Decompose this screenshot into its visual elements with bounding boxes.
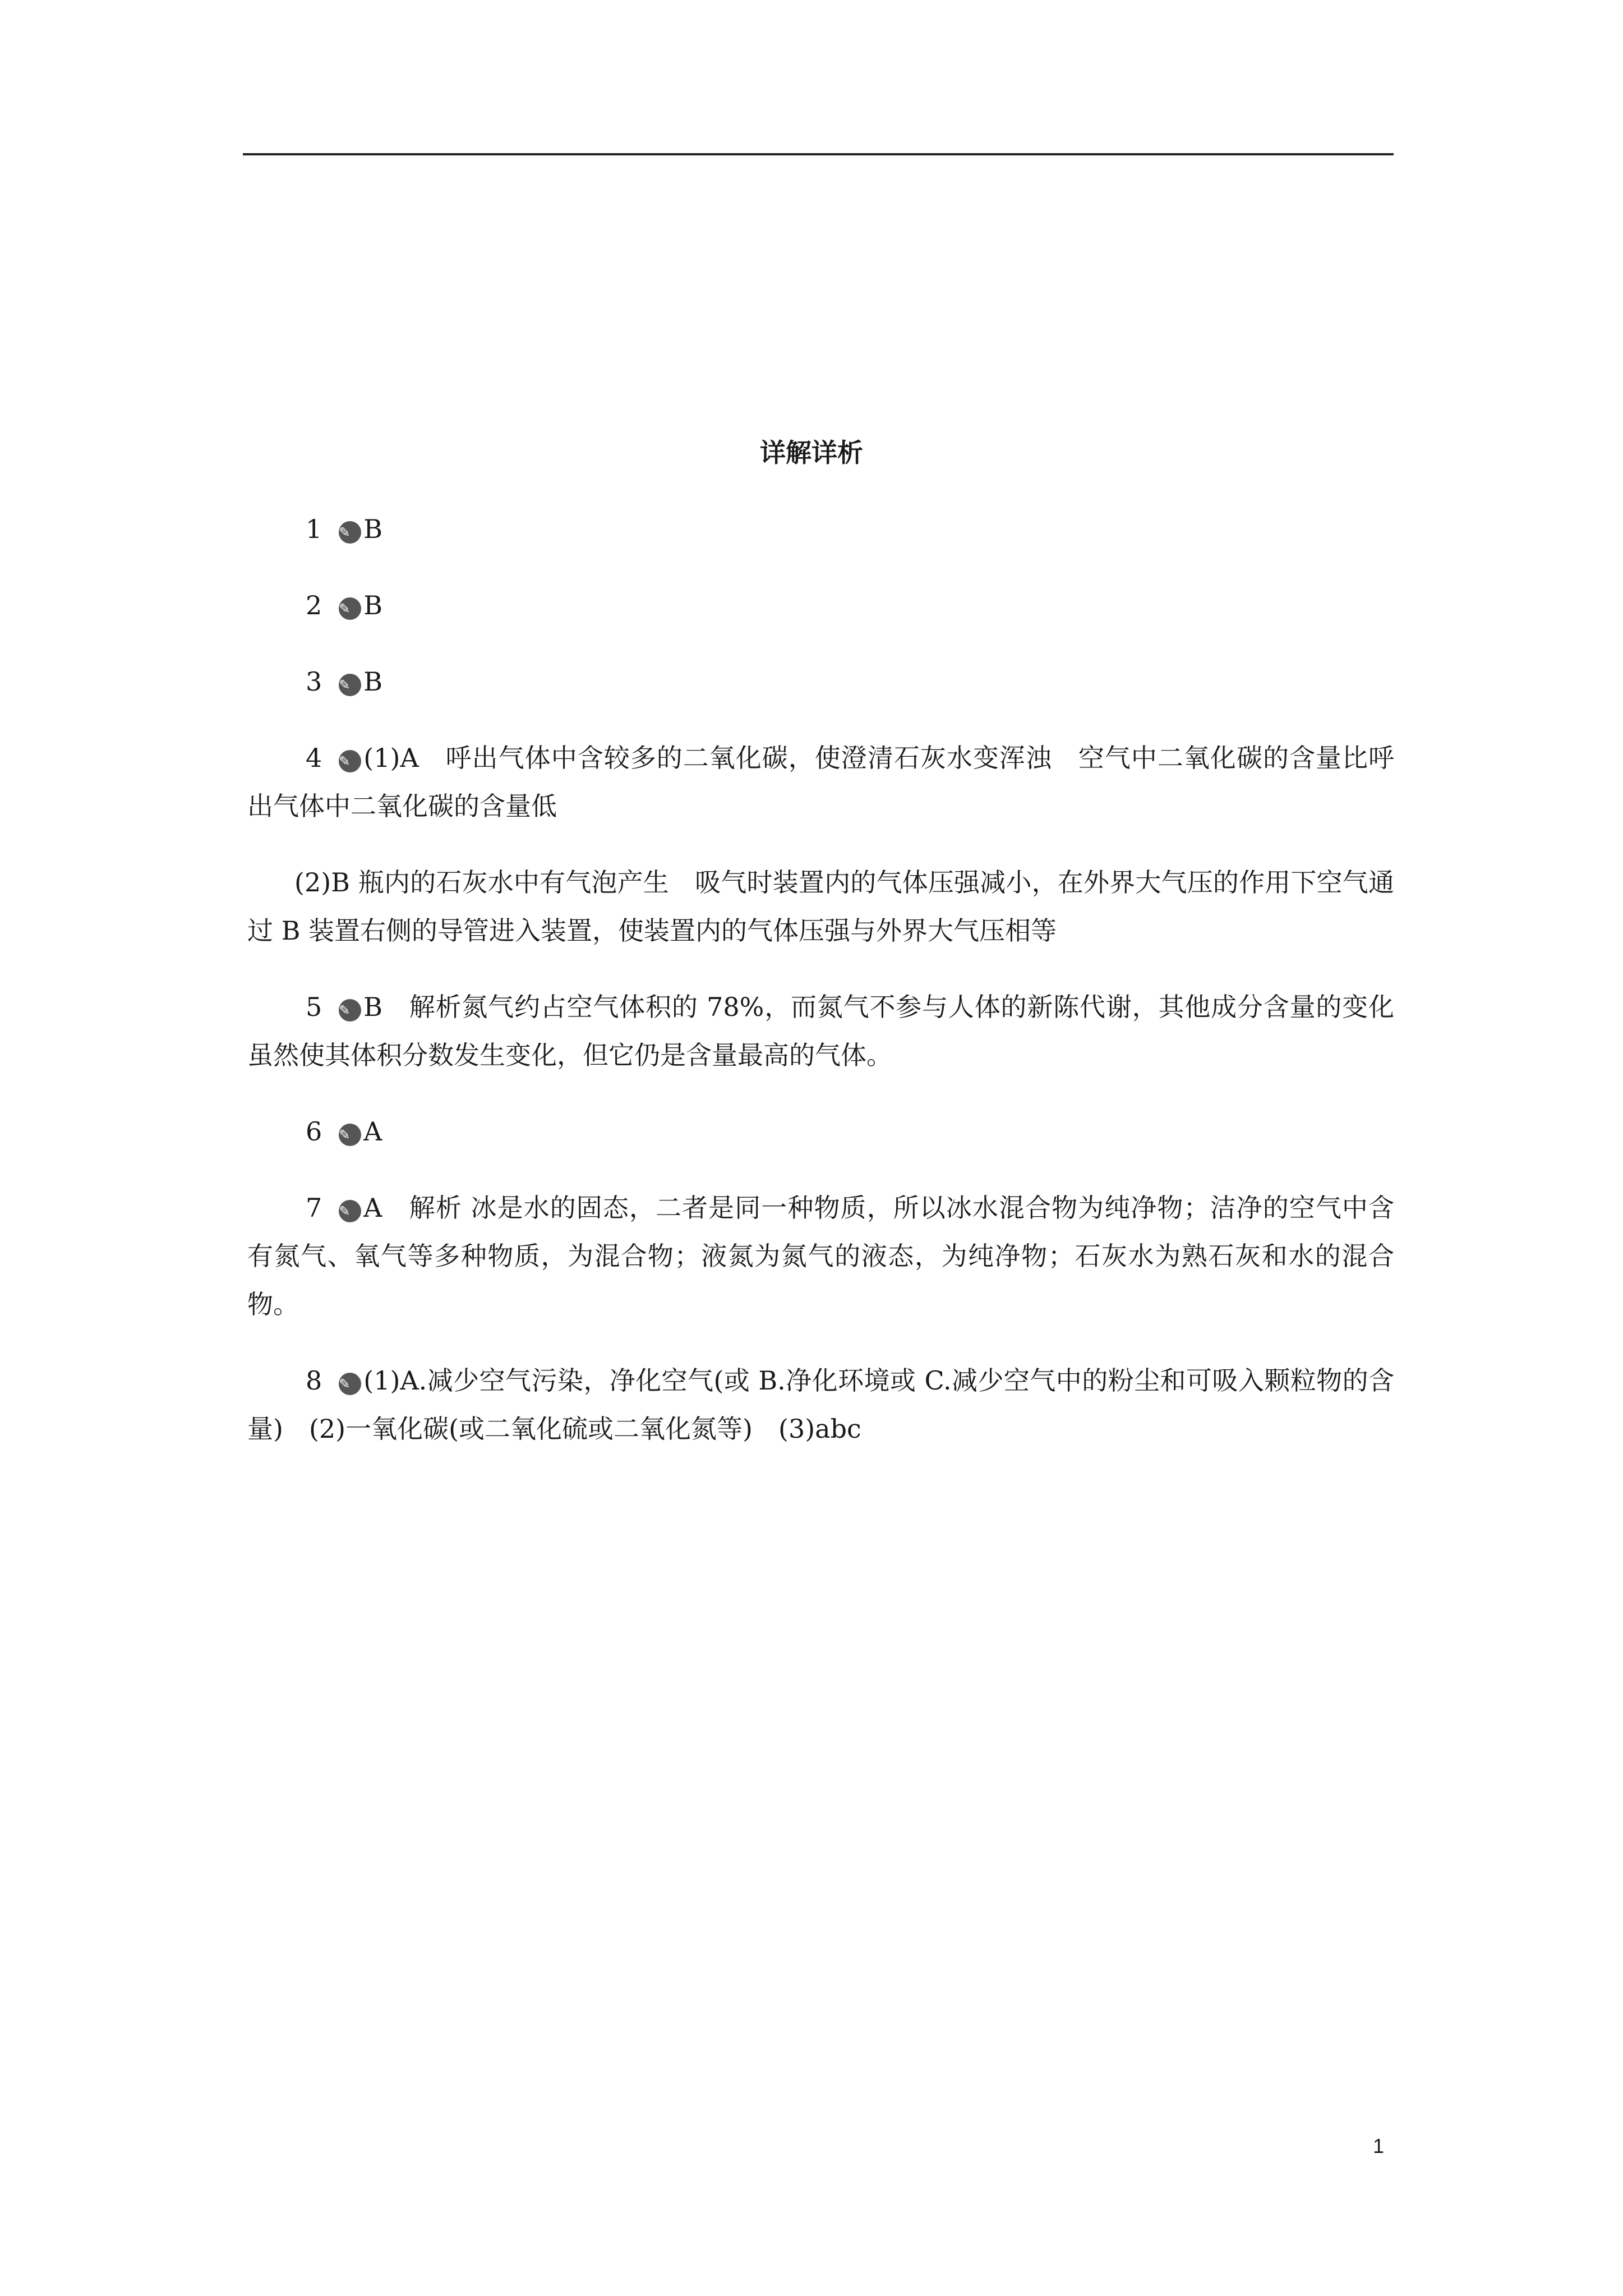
- answer-item-6: [247, 1107, 1394, 1156]
- answer-text: B 解析氮气约占空气体积的 78%，而氮气不参与人体的新陈代谢，其他成分含量的变化虽然使其体积分数发生变化，但它仍是含量最高的气体。: [247, 992, 1394, 1070]
- answer-number: 5: [306, 992, 322, 1022]
- answer-text: B: [363, 514, 383, 544]
- answer-number: 6: [306, 1116, 322, 1147]
- answer-item-8: [247, 1356, 1394, 1453]
- answer-text: A 解析 冰是水的固态，二者是同一种物质，所以冰水混合物为纯净物；洁净的空气中含有氮气、氧气等多种物质，为混合物；液氮为氮气的液态，为纯净物；石灰水为熟石灰和水的混合物。: [247, 1193, 1394, 1319]
- answer-text: B: [363, 590, 383, 620]
- answer-text: (1)A.减少空气污染，净化空气(或 B.净化环境或 C.减少空气中的粉尘和可吸入颗粒物的含量) (2)一氧化碳(或二氧化硫或二氧化氮等) (3)abc: [247, 1365, 1394, 1444]
- answer-list: [247, 505, 1394, 1481]
- answer-item-5: [247, 983, 1394, 1079]
- key-icon: ✎: [339, 999, 361, 1022]
- page-title: 详解详析: [760, 438, 863, 468]
- key-icon: ✎: [339, 674, 361, 696]
- answer-item-1: [247, 505, 1394, 553]
- answer-number: 8: [306, 1365, 322, 1396]
- answer-item-4: [247, 734, 1394, 830]
- key-icon: ✎: [339, 597, 361, 620]
- key-icon: ✎: [339, 521, 361, 544]
- answer-number: 4: [306, 743, 322, 773]
- page-number: 1: [1373, 2134, 1385, 2157]
- answer-item-3: [247, 657, 1394, 706]
- answer-number: 3: [306, 666, 322, 697]
- key-icon: ✎: [339, 750, 361, 772]
- answer-text: B: [363, 666, 383, 697]
- answer-number: 1: [306, 514, 322, 544]
- answer-item-2: [247, 581, 1394, 629]
- answer-number: 7: [306, 1193, 322, 1223]
- answer-text: A: [363, 1116, 382, 1147]
- answer-text: (1)A 呼出气体中含较多的二氧化碳，使澄清石灰水变浑浊 空气中二氧化碳的含量比呼出气体中二氧化碳的含量低: [247, 743, 1394, 821]
- answer-item-7: [247, 1184, 1394, 1328]
- key-icon: ✎: [339, 1373, 361, 1395]
- answer-item-4-part-2: (2)B 瓶内的石灰水中有气泡产生 吸气时装置内的气体压强减小，在外界大气压的作用下空气通过 B 装置右侧的导管进入装置，使装置内的气体压强与外界大气压相等: [247, 867, 1394, 946]
- header-rule: [243, 153, 1394, 155]
- key-icon: ✎: [339, 1124, 361, 1146]
- answer-number: 2: [306, 590, 322, 620]
- key-icon: ✎: [339, 1200, 361, 1222]
